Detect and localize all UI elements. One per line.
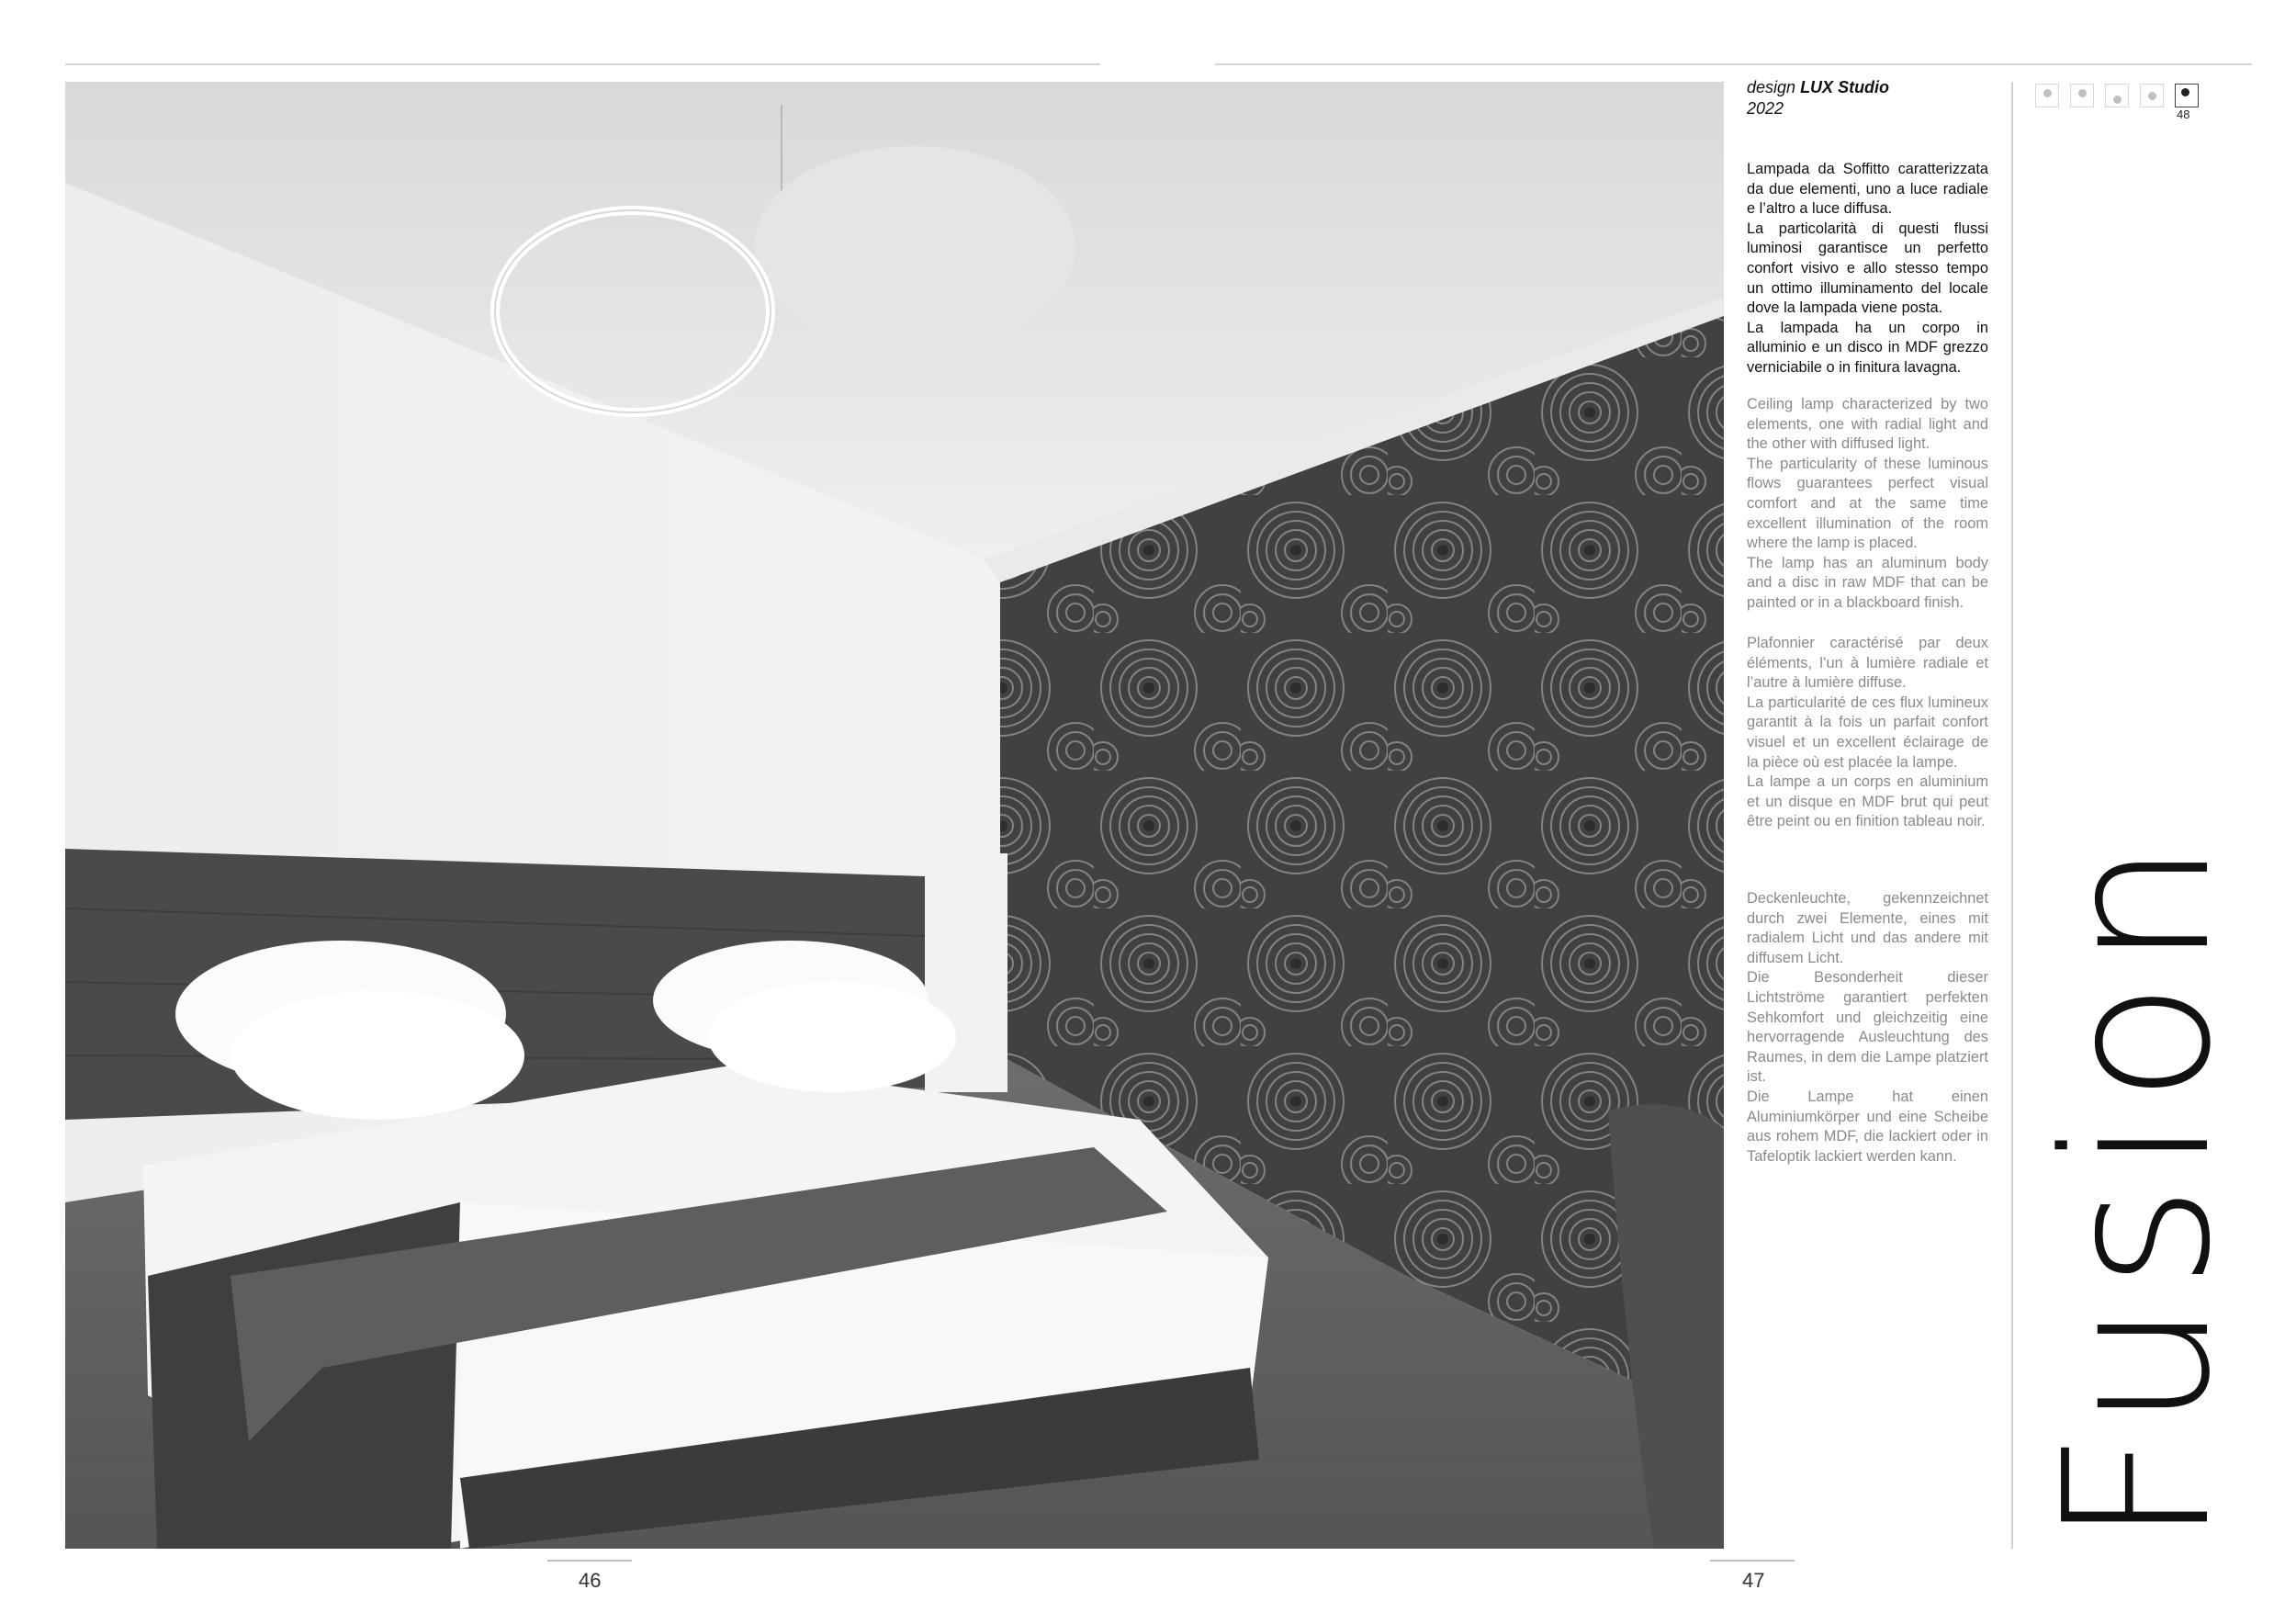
description-paragraph: Lampada da Soffitto caratterizzata da due elementi, uno a luce radiale e l’altro a luce diffusa. — [1747, 161, 1988, 218]
description-paragraph: La particolarità di questi flussi luminosi garantisce un perfetto confort visivo e allo stesso tempo un ottimo illuminamento del locale dove la lampada viene posta. — [1747, 220, 1988, 317]
description-paragraph: Deckenleuchte, gekennzeichnet durch zwei Elemente, eines mit radialem Licht und das andere mit diffusem Licht. — [1747, 890, 1988, 966]
description-italian — [1747, 160, 1988, 378]
nav-square-4[interactable] — [2140, 84, 2164, 107]
description-paragraph: La particularité de ces flux lumineux garantit à la fois un parfait confort visuel et un excellent éclairage de la pièce où est placée la lampe. — [1747, 694, 1988, 771]
description-paragraph: Die Lampe hat einen Aluminiumkörper und eine Scheibe aus rohem MDF, die lackiert oder in Tafeloptik lackiert werden kann. — [1747, 1088, 1988, 1165]
description-french — [1747, 634, 1988, 832]
top-rule-left — [65, 63, 1100, 65]
credit-prefix: design — [1747, 78, 1796, 96]
description-paragraph: La lampada ha un corpo in alluminio e un disco in MDF grezzo verniciabile o in finitura lavagna. — [1747, 319, 1988, 376]
design-credit — [1747, 77, 1889, 119]
description-paragraph: La lampe a un corps en aluminium et un disque en MDF brut qui peut être peint ou en finition tableau noir. — [1747, 773, 1988, 830]
description-german — [1747, 889, 1988, 1167]
credit-year: 2022 — [1747, 99, 1784, 118]
nav-page-label: 48 — [2177, 107, 2190, 121]
page-number-rule-right — [1710, 1560, 1795, 1562]
bedroom-photo — [65, 82, 1724, 1549]
description-paragraph: Plafonnier caractérisé par deux éléments, l’un à lumière radiale et l’autre à lumière diffuse. — [1747, 635, 1988, 692]
nav-square-2[interactable] — [2070, 84, 2094, 107]
page-number-left: 46 — [579, 1569, 602, 1592]
description-paragraph: The lamp has an aluminum body and a disc in raw MDF that can be painted or in a blackboard finish. — [1747, 554, 1988, 611]
product-name: Fusion — [2022, 828, 2255, 1546]
page-number-right: 47 — [1742, 1569, 1765, 1592]
description-paragraph: Ceiling lamp characterized by two elements, one with radial light and the other with diffused light. — [1747, 396, 1988, 453]
description-english — [1747, 395, 1988, 614]
description-paragraph: The particularity of these luminous flows guarantees perfect visual comfort and at the same time excellent illumination of the room where the lamp is placed. — [1747, 455, 1988, 552]
page-number-rule-left — [547, 1560, 632, 1562]
nav-square-1[interactable] — [2035, 84, 2059, 107]
nav-square-5[interactable] — [2175, 84, 2199, 107]
nav-square-3[interactable] — [2105, 84, 2129, 107]
top-rule-right — [1215, 63, 2252, 65]
description-paragraph: Die Besonderheit dieser Lichtströme garantiert perfekten Sehkomfort und gleichzeitig eine hervorragende Ausleuchtung des Raumes, in dem die Lampe platziert ist. — [1747, 969, 1988, 1086]
vertical-divider — [2011, 82, 2013, 1549]
credit-studio: LUX Studio — [1800, 78, 1890, 96]
